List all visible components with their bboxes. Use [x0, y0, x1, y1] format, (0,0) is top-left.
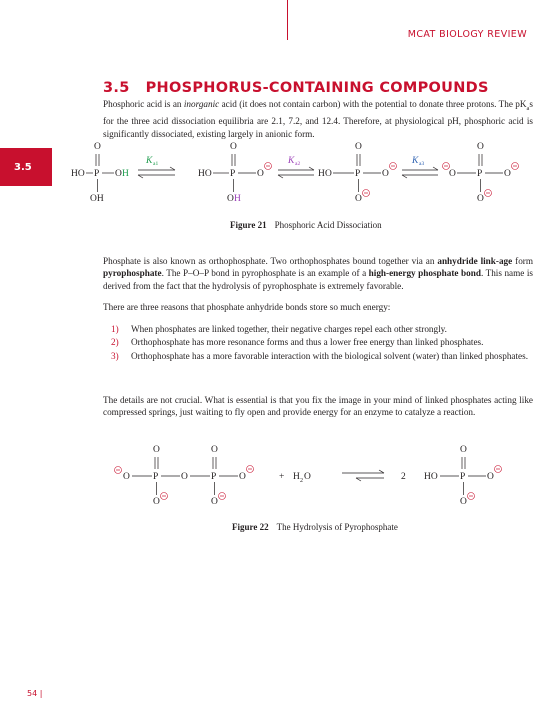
atom-o-anion: O — [382, 169, 389, 179]
atom-p: P — [355, 169, 361, 179]
dihydrogen-phosphate-molecule — [198, 142, 272, 204]
group-ho: HO — [198, 169, 212, 179]
atom-o-anion: O — [123, 472, 130, 482]
bridging-oxygen: O — [181, 472, 188, 482]
group-ho: HO — [71, 169, 85, 179]
intro-subscript: a — [526, 104, 530, 112]
equilibrium-arrow-3 — [402, 156, 438, 178]
proton-h-purple: H — [234, 194, 241, 204]
section-title: PHOSPHORUS-CONTAINING COMPOUNDS — [145, 80, 489, 96]
para2-text-1: Phosphate is also known as orthophosphate. Two orthophosphates bound together via an — [103, 256, 438, 266]
group-o: O — [115, 169, 122, 179]
water-o: O — [304, 472, 311, 482]
ka2-subscript: a2 — [295, 161, 301, 167]
ka3-subscript: a3 — [419, 161, 425, 167]
section-number: 3.5 — [103, 80, 130, 96]
atom-p: P — [94, 169, 100, 179]
list-number: 1) — [111, 324, 119, 334]
term-pyrophosphate: pyrophosphate — [103, 268, 162, 279]
ka3-label: K — [412, 156, 419, 166]
hydrolysis-equilibrium-arrow — [342, 470, 384, 481]
plus-sign: + — [279, 472, 285, 482]
list-number: 3) — [111, 350, 119, 361]
atom-o: O — [211, 445, 218, 455]
ka2-label: K — [288, 156, 295, 166]
term-high-energy-bond: high-energy phosphate bond — [368, 268, 481, 279]
para2-text-4: . This name is derived from the fact that the hydrolysis of pyrophosphate is extremely favorable. — [103, 268, 533, 291]
atom-o: O — [355, 142, 362, 152]
atom-o-anion: O — [449, 169, 456, 179]
reasons-list — [103, 323, 533, 363]
equilibrium-arrow-2 — [278, 156, 314, 178]
atom-o: O — [94, 142, 101, 152]
atom-o-anion: O — [211, 497, 218, 507]
pyrophosphate-paragraph — [103, 255, 533, 292]
list-number: 2) — [111, 337, 119, 348]
atom-o-anion: O — [477, 194, 484, 204]
figure-22-caption-text: The Hydrolysis of Pyrophosphate — [276, 522, 398, 532]
phosphate-ion-molecule — [443, 142, 519, 204]
intro-text-2: acid (it does not contain carbon) with the potential to donate three protons. The pK — [219, 99, 527, 109]
figure-22-label: Figure 22 — [232, 522, 269, 532]
figure-22-caption — [232, 522, 398, 532]
atom-o-anion: O — [239, 472, 246, 482]
springs-paragraph: The details are not crucial. What is essential is that you fix the image in your mind of linked phosphates acting like compressed springs, just waiting to fly open and provide energy for an enzyme to catalyze a reaction. — [103, 395, 533, 418]
group-o: O — [227, 194, 234, 204]
atom-o-anion: O — [257, 169, 264, 179]
phosphoric-acid-molecule — [71, 142, 129, 204]
water-h: H — [293, 472, 300, 482]
intro-text-1: Phosphoric acid is an — [103, 99, 184, 109]
group-ho: HO — [424, 472, 438, 482]
figure-21-caption-text: Phosphoric Acid Dissociation — [274, 220, 382, 230]
para2-text-3: . The P–O–P bond in pyrophosphate is an example of a — [161, 268, 369, 279]
atom-p: P — [211, 472, 217, 482]
equilibrium-arrow-1 — [138, 156, 175, 178]
atom-o: O — [230, 142, 237, 152]
list-text: When phosphates are linked together, their negative charges repel each other strongly. — [131, 324, 447, 334]
atom-p: P — [153, 472, 159, 482]
running-header: MCAT BIOLOGY REVIEW — [407, 29, 527, 40]
section-tab[interactable]: 3.5 — [0, 148, 52, 186]
list-text: Orthophosphate has more resonance forms and thus a lower free energy than linked phosphates. — [131, 337, 484, 348]
pyrophosphate-molecule — [115, 445, 254, 507]
coefficient: 2 — [401, 472, 406, 482]
ka1-subscript: a1 — [153, 161, 159, 167]
atom-o-anion: O — [153, 497, 160, 507]
atom-o-anion: O — [355, 194, 362, 204]
group-oh: OH — [90, 194, 104, 204]
list-item — [103, 350, 533, 362]
intro-emphasis: inorganic — [183, 99, 220, 109]
atom-o-anion: O — [460, 497, 467, 507]
atom-p: P — [477, 169, 483, 179]
para2-text-2: form — [512, 256, 533, 266]
term-anhydride-linkage: anhydride link-age — [437, 256, 513, 266]
atom-p: P — [460, 472, 466, 482]
figure-21-caption — [230, 220, 382, 230]
figure-22-diagram — [115, 445, 502, 507]
figure-21-label: Figure 21 — [230, 220, 267, 230]
atom-p: P — [230, 169, 236, 179]
atom-o: O — [477, 142, 484, 152]
list-item — [103, 336, 533, 348]
intro-text-3: s for the three acid dissociation equilibria are 2.1, 7.2, and 12.4. Therefore, at physiological pH, phosphoric acid is significantly dissociated, existing largely in anionic form. — [103, 99, 533, 139]
ka1-label: K — [146, 156, 153, 166]
list-item — [103, 323, 533, 335]
water-subscript: 2 — [300, 478, 303, 484]
reasons-intro-paragraph: There are three reasons that phosphate anhydride bonds store so much energy: — [103, 302, 391, 312]
atom-o-anion: O — [504, 169, 511, 179]
group-ho-o: O — [325, 169, 332, 179]
water-molecule — [293, 472, 311, 484]
proton-h-green: H — [122, 169, 129, 179]
hydrogen-phosphate-molecule — [318, 142, 397, 204]
list-text: Orthophosphate has a more favorable interaction with the biological solvent (water) than linked phosphates. — [131, 350, 528, 361]
hydrogen-phosphate-product — [424, 445, 502, 507]
atom-o: O — [153, 445, 160, 455]
page-number: 54 | — [27, 689, 43, 698]
atom-o-anion: O — [487, 472, 494, 482]
atom-o: O — [460, 445, 467, 455]
group-ho: H — [318, 169, 325, 179]
